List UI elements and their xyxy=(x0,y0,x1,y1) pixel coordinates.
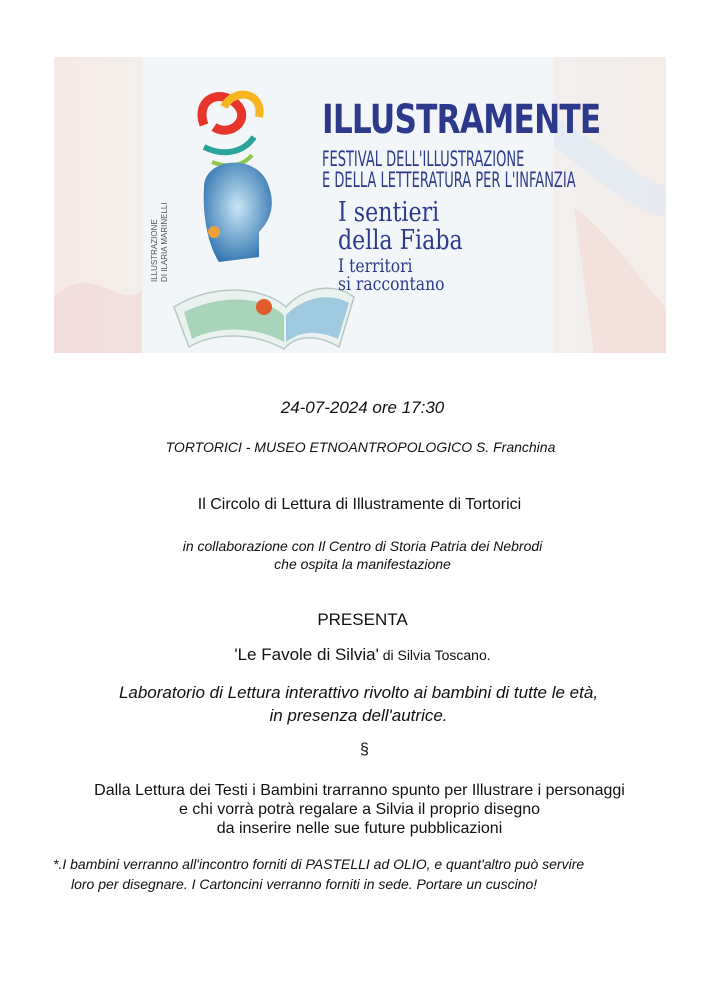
credit-line2: DI ILARIA MARINELLI xyxy=(160,202,169,282)
footnote xyxy=(53,854,584,894)
collab-line1: in collaborazione con Il Centro di Storia Patria dei Nebrodi xyxy=(182,538,543,554)
festival-banner xyxy=(54,57,666,353)
event-location: TORTORICI - MUSEO ETNOANTROPOLOGICO S. Franchina xyxy=(165,439,556,455)
desc-line1: Dalla Lettura dei Testi i Bambini trarranno spunto per Illustrare i personaggi xyxy=(94,782,625,799)
lab-line1: Laboratorio di Lettura interattivo rivolto ai bambini di tutte le età, xyxy=(118,683,599,702)
lab-line2: in presenza dell'autrice. xyxy=(269,706,448,725)
festival-subtitle-line1: FESTIVAL DELL'ILLUSTRAZIONE xyxy=(322,147,525,171)
collaboration-text xyxy=(0,537,725,573)
desc-line3: da inserire nelle sue future pubblicazioni xyxy=(216,820,503,837)
note-line1: *.I bambini verranno all'incontro forniti di PASTELLI ad OLIO, e quant'altro può servire xyxy=(53,856,585,872)
book-title: 'Le Favole di Silvia' xyxy=(234,645,379,664)
festival-subtitle-line2: E DELLA LETTERATURA PER L'INFANZIA xyxy=(322,168,576,192)
festival-title: ILLUSTRAMENTE xyxy=(322,97,601,143)
organizer: Il Circolo di Lettura di Illustramente di Tortorici xyxy=(197,496,522,513)
workshop-description xyxy=(0,681,721,727)
theme-line3: I territori xyxy=(338,255,413,277)
theme-line1: I sentieri xyxy=(338,197,440,228)
book-author: di Silvia Toscano. xyxy=(378,647,491,663)
theme-line2: della Fiaba xyxy=(338,225,463,256)
presents-heading: PRESENTA xyxy=(317,610,408,629)
theme-line4: si raccontano xyxy=(338,273,445,295)
section-mark: § xyxy=(360,741,369,758)
event-date-time: 24-07-2024 ore 17:30 xyxy=(280,398,445,417)
activity-description xyxy=(0,781,722,838)
desc-line2: e chi vorrà potrà regalare a Silvia il proprio disegno xyxy=(178,801,541,818)
credit-line1: ILLUSTRAZIONE xyxy=(150,219,159,282)
book-line xyxy=(0,645,725,665)
illustration-credit xyxy=(150,202,170,282)
collab-line2: che ospita la manifestazione xyxy=(274,556,451,572)
note-line2: loro per disegnare. I Cartoncini verranno forniti in sede. Portare un cuscino! xyxy=(71,876,538,892)
